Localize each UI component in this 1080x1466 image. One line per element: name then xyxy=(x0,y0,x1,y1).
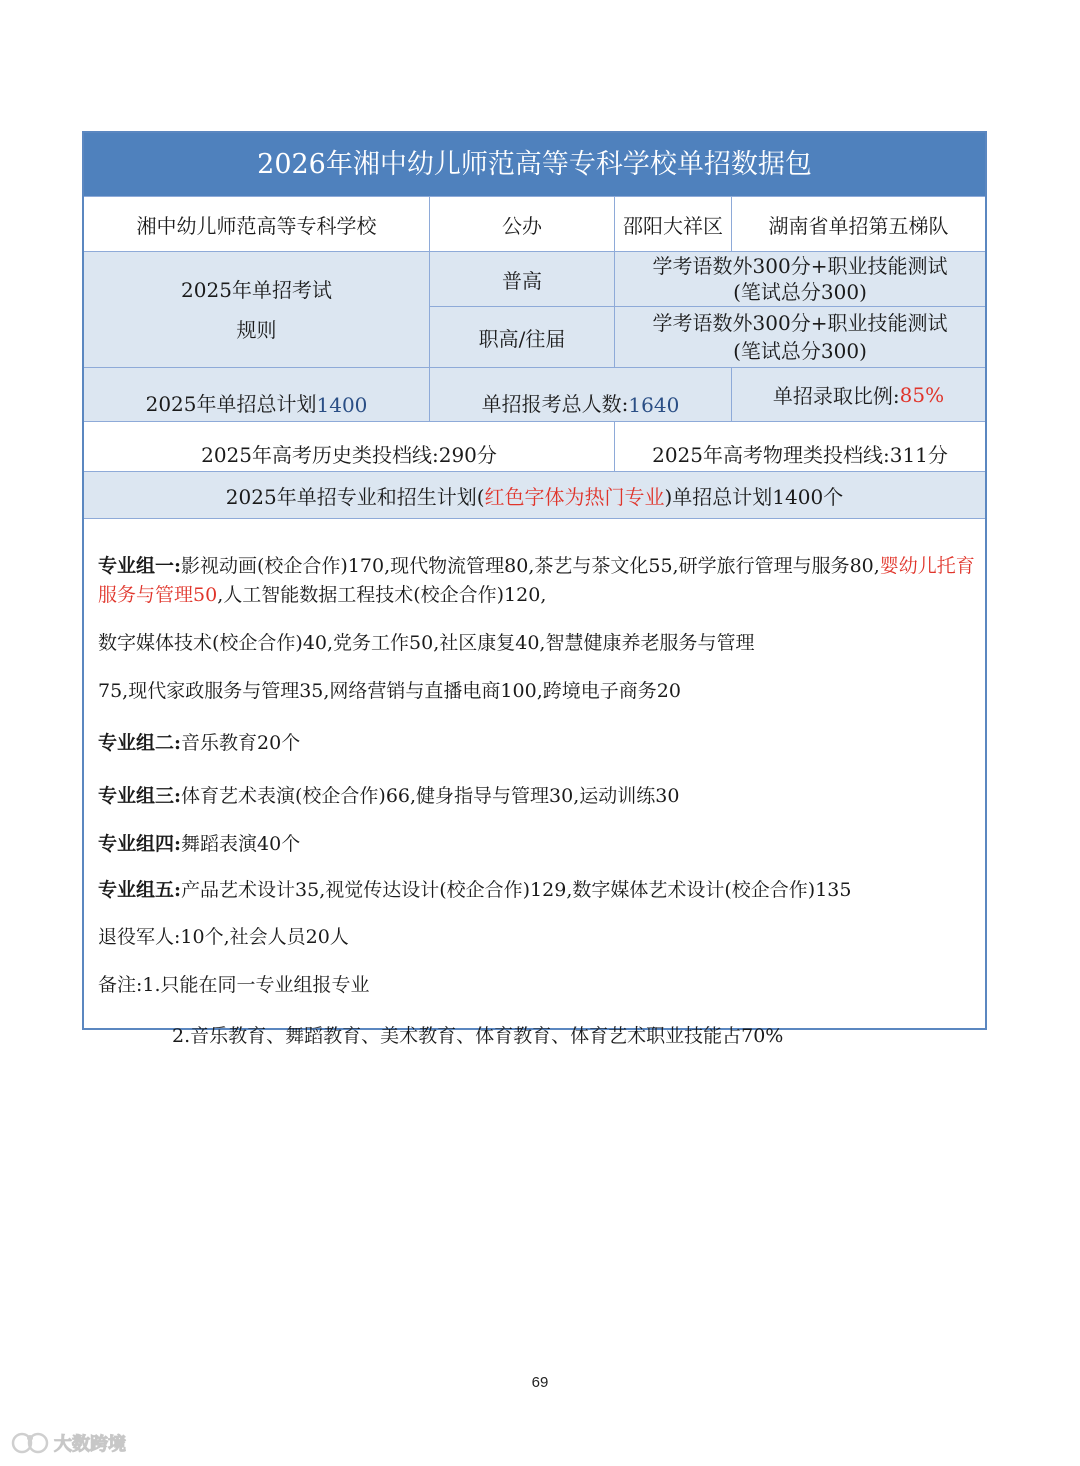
rule-detail-line1: 学考语数外300分+职业技能测试 xyxy=(652,254,948,278)
applicants-value: 1640 xyxy=(628,393,680,417)
page-number: 69 xyxy=(531,1374,549,1391)
group-2-text: 音乐教育20个 xyxy=(181,732,301,754)
plan-header-highlight: 红色字体为热门专业 xyxy=(484,484,665,509)
page-title: 2026年湘中幼儿师范高等专科学校单招数据包 xyxy=(84,133,985,197)
group-1-text-b: ,人工智能数据工程技术(校企合作)120, xyxy=(217,584,547,606)
history-cutoff: 2025年高考历史类投档线:290分 xyxy=(84,422,615,472)
applicants-label: 单招报考总人数: xyxy=(481,392,629,416)
group-1-line3: 75,现代家政服务与管理35,网络营销与直播电商100,跨境电子商务20 xyxy=(98,680,681,702)
group-5 xyxy=(98,877,978,904)
group-3-label: 专业组三: xyxy=(98,785,182,807)
group-2-label: 专业组二: xyxy=(98,732,182,754)
watermark-text: 大数跨境 xyxy=(54,1434,126,1455)
group-5-label: 专业组五: xyxy=(98,879,182,901)
physics-cutoff: 2025年高考物理类投档线:311分 xyxy=(615,422,985,472)
note-2: 2.音乐教育、舞蹈教育、美术教育、体育教育、体育艺术职业技能占70% xyxy=(172,1025,784,1047)
group-1-hot-major: 婴幼儿托育服务与管理50 xyxy=(98,555,975,606)
rule-detail-zhigao xyxy=(615,307,985,368)
rule-detail-line2: (笔试总分300) xyxy=(733,280,867,304)
plan-total-value: 1400 xyxy=(316,393,368,417)
veterans-quota: 退役军人:10个,社会人员20人 xyxy=(98,926,349,948)
group-1-label: 专业组一: xyxy=(98,555,182,577)
school-name: 湘中幼儿师范高等专科学校 xyxy=(84,197,430,252)
plan-total-label: 2025年单招总计划 xyxy=(145,392,317,416)
school-tier: 湖南省单招第五梯队 xyxy=(732,197,985,252)
group-2 xyxy=(98,729,978,758)
group-3-text: 体育艺术表演(校企合作)66,健身指导与管理30,运动训练30 xyxy=(181,785,680,807)
rules-label xyxy=(84,252,430,368)
rule-category-putong: 普高 xyxy=(430,252,615,307)
group-4-label: 专业组四: xyxy=(98,833,182,855)
plan-header xyxy=(84,472,985,519)
school-type: 公办 xyxy=(430,197,615,252)
rules-label-line2: 规则 xyxy=(236,317,277,342)
group-1-text-a: 影视动画(校企合作)170,现代物流管理80,茶艺与茶文化55,研学旅行管理与服务80, xyxy=(181,555,880,577)
rule-detail-line2: (笔试总分300) xyxy=(733,339,867,363)
group-1-line2: 数字媒体技术(校企合作)40,党务工作50,社区康复40,智慧健康养老服务与管理 xyxy=(98,632,755,654)
rule-detail-line1: 学考语数外300分+职业技能测试 xyxy=(652,311,948,335)
applicants-total xyxy=(430,368,732,422)
admission-ratio xyxy=(732,368,985,422)
plan-total xyxy=(84,368,430,422)
group-5-text: 产品艺术设计35,视觉传达设计(校企合作)129,数字媒体艺术设计(校企合作)135 xyxy=(181,879,852,901)
ratio-value: 85% xyxy=(899,382,945,407)
group-4-text: 舞蹈表演40个 xyxy=(181,833,301,855)
group-4 xyxy=(98,831,978,858)
group-1-line1 xyxy=(98,552,978,610)
info-grid xyxy=(84,197,985,519)
rule-detail-putong xyxy=(615,252,985,307)
rules-label-line1: 2025年单招考试 xyxy=(181,277,332,302)
rule-category-zhigao: 职高/往届 xyxy=(430,307,615,368)
plan-header-suffix: )单招总计划1400个 xyxy=(664,484,844,509)
data-package-table xyxy=(82,131,987,1047)
school-location: 邵阳大祥区 xyxy=(615,197,732,252)
plan-header-prefix: 2025年单招专业和招生计划( xyxy=(225,484,485,509)
plan-body xyxy=(84,519,985,1047)
note-1: 备注:1.只能在同一专业组报专业 xyxy=(98,974,370,996)
ratio-label: 单招录取比例: xyxy=(772,384,900,408)
group-3 xyxy=(98,782,978,811)
watermark xyxy=(10,1430,126,1456)
watermark-logo-icon xyxy=(10,1430,50,1456)
